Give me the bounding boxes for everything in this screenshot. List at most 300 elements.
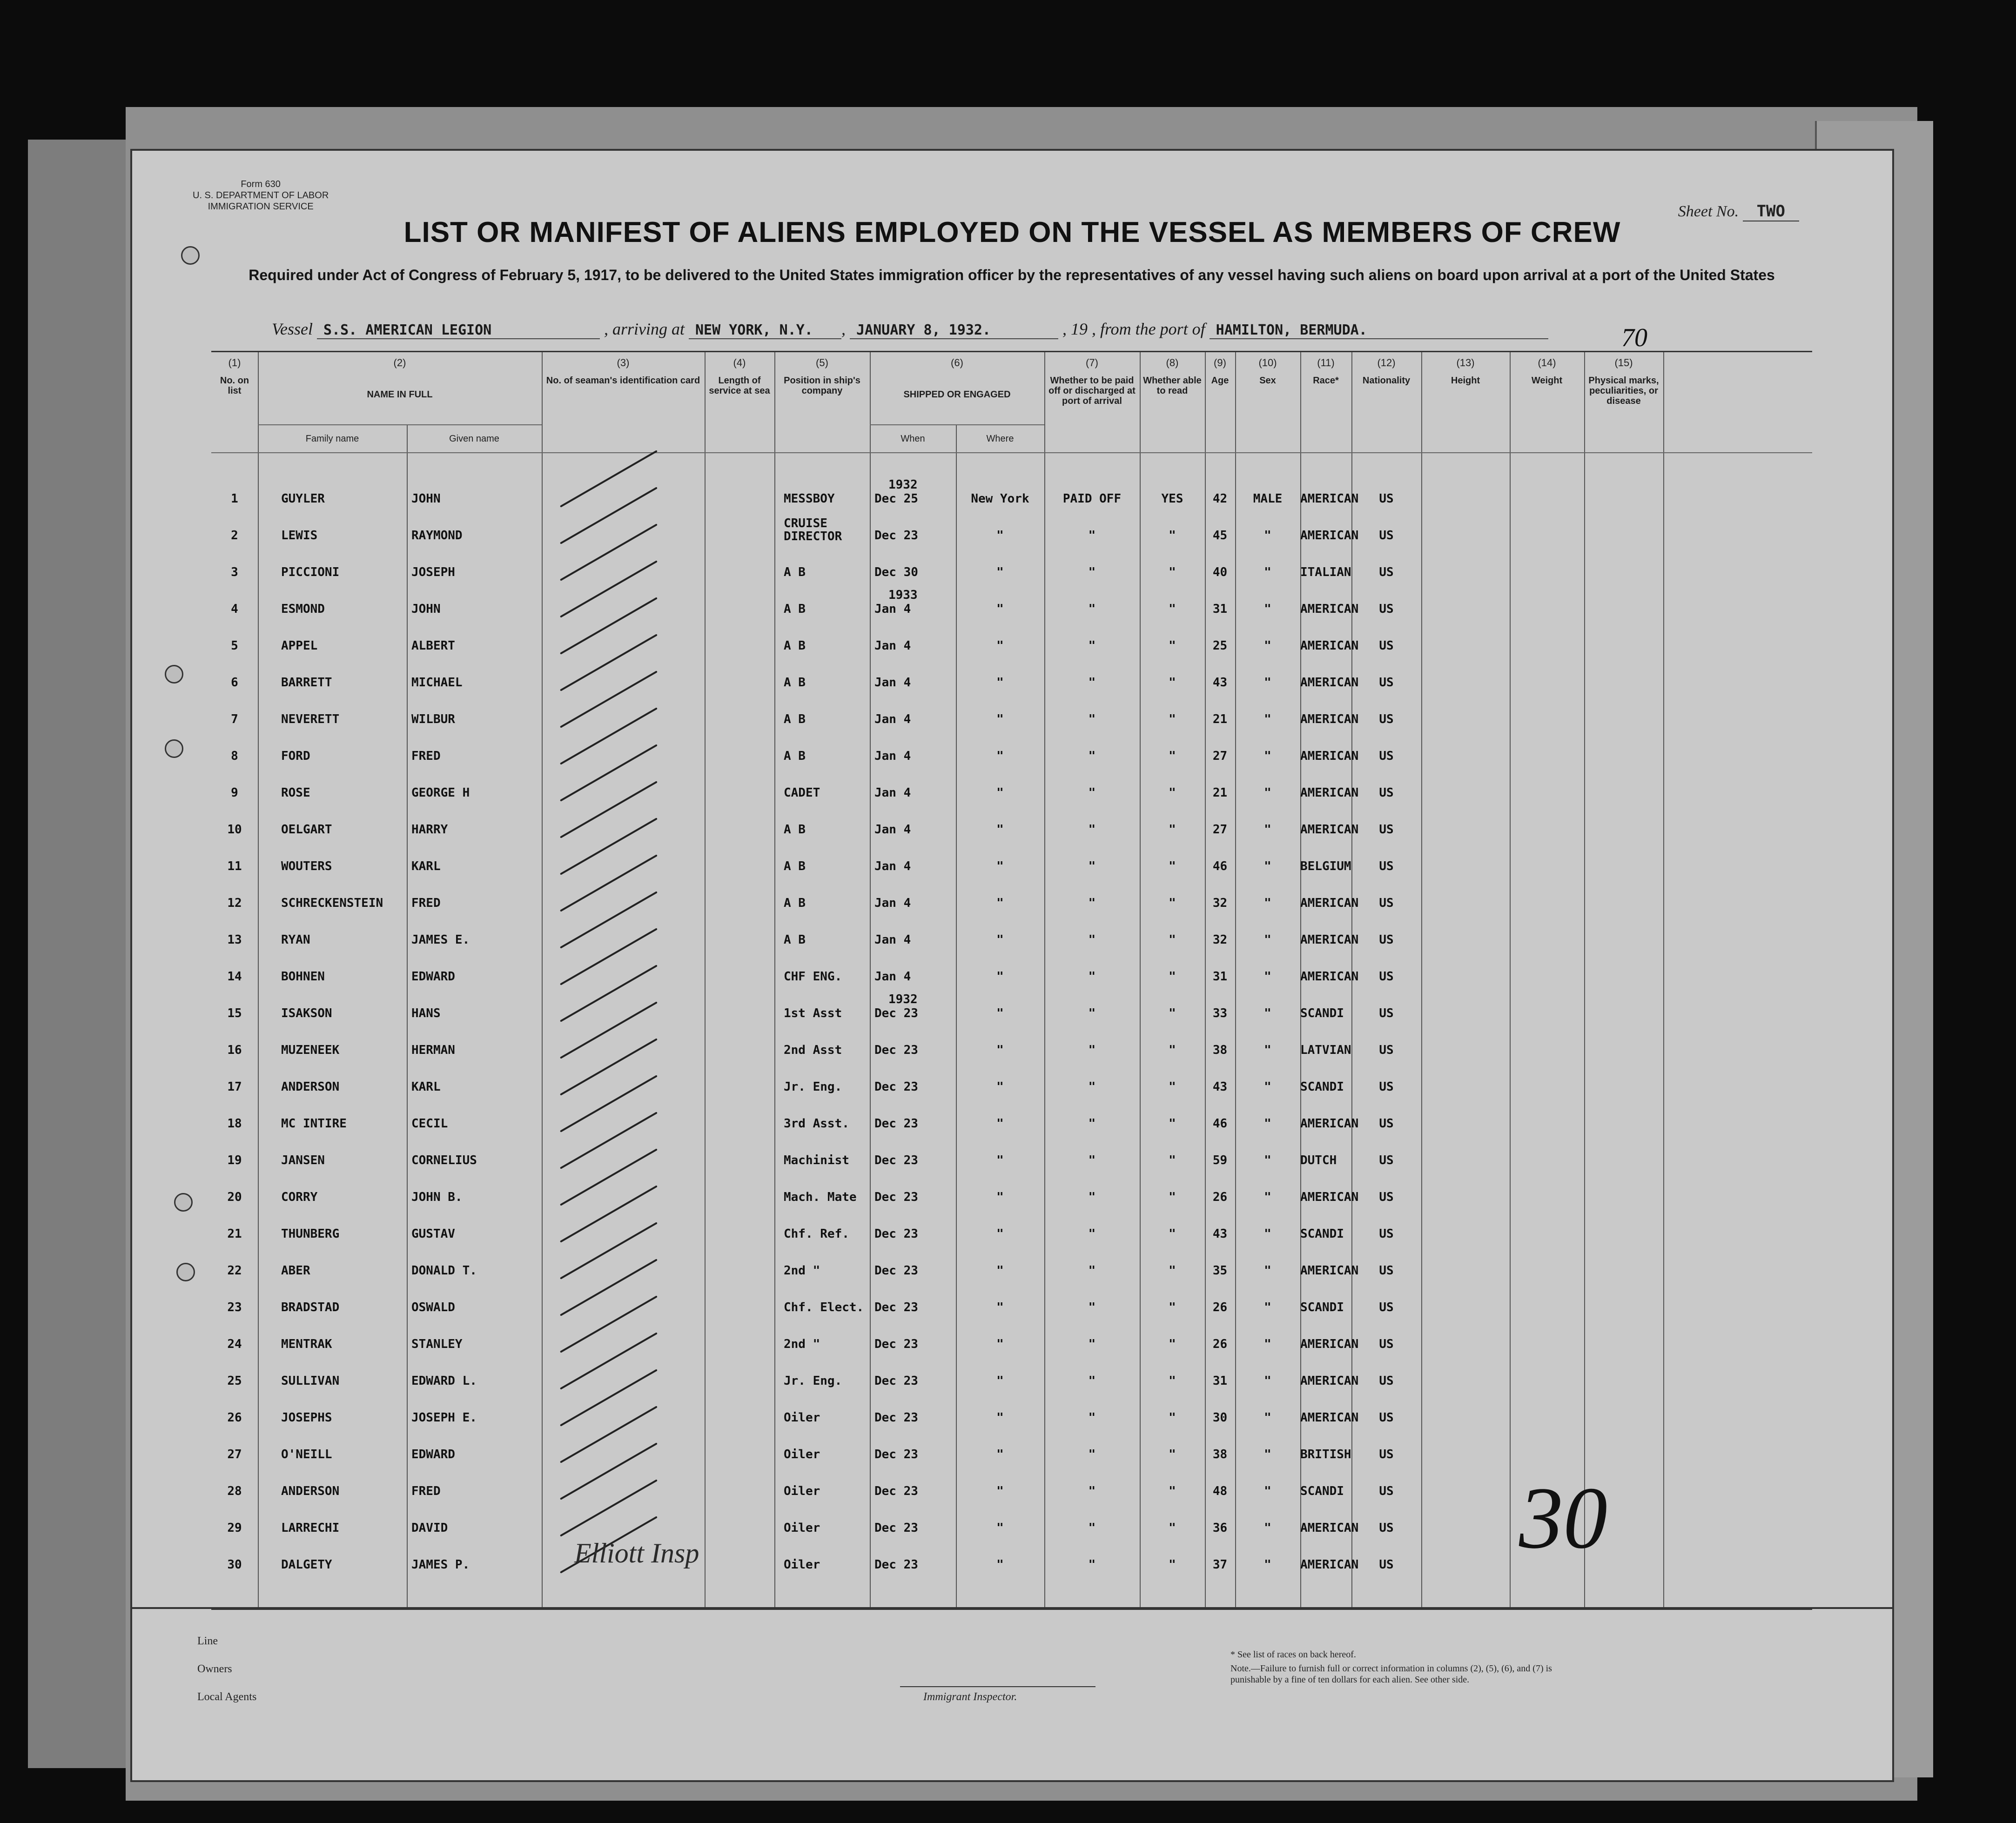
cell-family: THUNBERG [281,1227,340,1241]
cell-where: " [996,1190,1004,1204]
cell-where: " [996,676,1004,690]
cell-position: A B [784,896,806,910]
check-mark-icon [560,450,658,507]
cell-when: Dec 23 [874,1300,918,1314]
cell-age: 43 [1212,1227,1228,1241]
table-row [211,1144,1812,1181]
cell-paid: " [1088,1374,1096,1388]
cell-family: DALGETY [281,1558,332,1572]
cell-sex: " [1264,896,1271,910]
cell-given: KARL [411,1080,441,1094]
cell-where: " [996,1448,1004,1461]
cell-nat: US [1379,1411,1394,1425]
cell-given: EDWARD [411,970,455,984]
cell-given: WILBUR [411,712,455,726]
cell-read: " [1169,749,1176,763]
cell-paid: " [1088,1117,1096,1131]
cell-paid: " [1088,1227,1096,1241]
cell-read: " [1169,529,1176,543]
column-number-6: (6) [951,357,963,369]
table-row [211,556,1812,593]
cell-read: " [1169,1521,1176,1535]
cell-nat: US [1379,1153,1394,1167]
sub-header-where: Where [986,434,1014,444]
vessel-line: Vessel S.S. AMERICAN LEGION , arriving at NEW YORK, N.Y. , JANUARY 8, 1932. , 19 , from the port of HAMILTON, BERMUDA. [272,319,1548,339]
cell-race: SCANDI [1300,1227,1344,1241]
column-header-9: Age [1211,375,1229,386]
cell-paid: " [1088,1264,1096,1278]
cell-paid: " [1088,1080,1096,1094]
cell-race: AMERICAN [1300,1374,1359,1388]
column-header-3: No. of seaman's identification card [546,375,700,386]
cell-given: GUSTAV [411,1227,455,1241]
cell-paid: " [1088,639,1096,653]
column-header-14: Weight [1531,375,1563,386]
cell-position: A B [784,859,806,873]
cell-when: Jan 4 [874,859,911,873]
cell-sex: " [1264,1190,1271,1204]
binder-hole [165,739,183,758]
cell-nat: US [1379,1227,1394,1241]
cell-race: BRITISH [1300,1448,1351,1461]
cell-given: STANLEY [411,1337,463,1351]
cell-read: " [1169,823,1176,837]
cell-race: AMERICAN [1300,1264,1359,1278]
cell-nat: US [1379,1190,1394,1204]
column-header-5: Position in ship's company [784,375,860,396]
cell-paid: " [1088,712,1096,726]
cell-age: 48 [1212,1484,1228,1498]
cell-no: 7 [231,712,238,726]
cell-paid: " [1088,1558,1096,1572]
form-identifier: Form 630 U. S. DEPARTMENT OF LABOR IMMIGRATION SERVICE [193,179,329,212]
cell-given: FRED [411,749,441,763]
cell-family: ABER [281,1264,310,1278]
cell-no: 19 [227,1153,242,1167]
cell-paid: " [1088,1190,1096,1204]
table-row [211,777,1812,813]
cell-position: 3rd Asst. [784,1117,849,1131]
table-row [211,1401,1812,1438]
cell-sex: " [1264,1558,1271,1572]
cell-position: A B [784,749,806,763]
cell-no: 30 [227,1558,242,1572]
table-row [211,630,1812,666]
cell-sex: " [1264,1006,1271,1020]
handwritten-number: 70 [1621,323,1647,352]
cell-paid: " [1088,933,1096,947]
cell-family: BARRETT [281,676,332,690]
cell-nat: US [1379,1006,1394,1020]
cell-family: JOSEPHS [281,1411,332,1425]
cell-race: AMERICAN [1300,676,1359,690]
cell-nat: US [1379,602,1394,616]
column-header-11: Race* [1313,375,1339,386]
cell-age: 43 [1212,676,1228,690]
cell-when: Dec 23 [874,1521,918,1535]
binder-hole [174,1193,193,1212]
cell-when: Dec 23 [874,1153,918,1167]
cell-when: Dec 23 [874,1374,918,1388]
column-header-6: SHIPPED OR ENGAGED [903,389,1011,400]
cell-given: CORNELIUS [411,1153,477,1167]
cell-nat: US [1379,970,1394,984]
cell-when: Dec 23 [874,1411,918,1425]
cell-race: BELGIUM [1300,859,1351,873]
cell-given: JOHN [411,602,441,616]
cell-nat: US [1379,492,1394,506]
cell-race: SCANDI [1300,1006,1344,1020]
cell-family: PICCIONI [281,565,340,579]
cell-when: Jan 4 [874,749,911,763]
cell-no: 14 [227,970,242,984]
cell-sex: " [1264,933,1271,947]
cell-family: CORRY [281,1190,318,1204]
column-number-11: (11) [1317,357,1335,369]
column-number-15: (15) [1614,357,1633,369]
cell-no: 23 [227,1300,242,1314]
cell-sex: " [1264,1264,1271,1278]
cell-age: 31 [1212,1374,1228,1388]
cell-age: 32 [1212,933,1228,947]
cell-given: JOSEPH [411,565,455,579]
table-row [211,1071,1812,1107]
cell-sex: " [1264,1448,1271,1461]
cell-where: " [996,1558,1004,1572]
cell-when: Jan 4 [874,602,911,616]
cell-where: " [996,712,1004,726]
column-number-7: (7) [1086,357,1098,369]
cell-sex: " [1264,1227,1271,1241]
table-row [211,1034,1812,1071]
cell-where: " [996,1521,1004,1535]
cell-given: KARL [411,859,441,873]
cell-when: Jan 4 [874,970,911,984]
cell-given: JOHN [411,492,441,506]
column-header-12: Nationality [1362,375,1411,386]
cell-where: " [996,1411,1004,1425]
cell-position: CHF ENG. [784,970,842,984]
cell-no: 11 [227,859,242,873]
cell-race: AMERICAN [1300,1411,1359,1425]
cell-position: A B [784,565,806,579]
header-rule [258,424,542,425]
cell-read: " [1169,1153,1176,1167]
column-number-10: (10) [1258,357,1277,369]
cell-position: 2nd Asst [784,1043,842,1057]
column-number-5: (5) [816,357,828,369]
cell-read: " [1169,1374,1176,1388]
table-row [211,924,1812,960]
cell-when: Jan 4 [874,786,911,800]
cell-age: 27 [1212,823,1228,837]
cell-nat: US [1379,676,1394,690]
column-header-7: Whether to be paid off or discharged at port of arrival [1048,375,1136,406]
cell-position: MESSBOY [784,492,835,506]
cell-where: " [996,1300,1004,1314]
cell-family: LEWIS [281,529,318,543]
cell-race: AMERICAN [1300,712,1359,726]
cell-family: WOUTERS [281,859,332,873]
cell-no: 22 [227,1264,242,1278]
column-header-1: No. on list [220,375,249,396]
table-row [211,1254,1812,1291]
cell-no: 25 [227,1374,242,1388]
table-row [211,1328,1812,1365]
cell-age: 25 [1212,639,1228,653]
cell-age: 38 [1212,1043,1228,1057]
cell-paid: " [1088,749,1096,763]
cell-where: " [996,529,1004,543]
cell-no: 6 [231,676,238,690]
cell-age: 27 [1212,749,1228,763]
cell-when: Dec 23 [874,529,918,543]
cell-nat: US [1379,1558,1394,1572]
table-row [211,850,1812,887]
crew-table [211,351,1812,1610]
cell-age: 26 [1212,1300,1228,1314]
cell-where: " [996,1080,1004,1094]
cell-sex: " [1264,823,1271,837]
cell-no: 16 [227,1043,242,1057]
cell-age: 45 [1212,529,1228,543]
cell-sex: " [1264,1337,1271,1351]
cell-position: Jr. Eng. [784,1080,842,1094]
cell-given: RAYMOND [411,529,463,543]
cell-given: FRED [411,1484,441,1498]
cell-race: AMERICAN [1300,749,1359,763]
cell-position: Oiler [784,1558,820,1572]
cell-family: MENTRAK [281,1337,332,1351]
cell-age: 36 [1212,1521,1228,1535]
cell-family: O'NEILL [281,1448,332,1461]
table-row [211,1218,1812,1254]
cell-paid: " [1088,823,1096,837]
year-note: 1932 [888,992,918,1006]
cell-age: 46 [1212,1117,1228,1131]
cell-age: 40 [1212,565,1228,579]
cell-race: DUTCH [1300,1153,1337,1167]
cell-sex: " [1264,786,1271,800]
cell-family: ESMOND [281,602,325,616]
cell-paid: " [1088,1484,1096,1498]
cell-family: MUZENEEK [281,1043,340,1057]
arrival-port: NEW YORK, N.Y. [689,322,841,339]
cell-position: A B [784,712,806,726]
cell-race: AMERICAN [1300,1521,1359,1535]
cell-no: 12 [227,896,242,910]
cell-age: 37 [1212,1558,1228,1572]
cell-sex: " [1264,1374,1271,1388]
footer-line-label: Line [197,1635,218,1647]
cell-when: Dec 23 [874,1006,918,1020]
cell-no: 21 [227,1227,242,1241]
cell-race: ITALIAN [1300,565,1351,579]
sheet-number: Sheet No. TWO [1678,202,1799,221]
penalty-note: Note.—Failure to furnish full or correct information in columns (2), (5), (6), and (7) is punishable by a fine of ten dollars for each alien. See other side. [1230,1663,1552,1685]
column-number-8: (8) [1166,357,1179,369]
handwritten-total: 30 [1519,1469,1607,1567]
cell-family: ROSE [281,786,310,800]
cell-race: AMERICAN [1300,1337,1359,1351]
cell-paid: " [1088,1153,1096,1167]
cell-nat: US [1379,639,1394,653]
cell-paid: " [1088,970,1096,984]
cell-given: CECIL [411,1117,448,1131]
table-row [211,997,1812,1034]
cell-read: " [1169,676,1176,690]
cell-position: Oiler [784,1484,820,1498]
cell-sex: " [1264,1300,1271,1314]
table-row [211,887,1812,924]
cell-nat: US [1379,1117,1394,1131]
cell-nat: US [1379,1484,1394,1498]
cell-no: 1 [231,492,238,506]
cell-read: " [1169,786,1176,800]
cell-race: SCANDI [1300,1300,1344,1314]
cell-age: 35 [1212,1264,1228,1278]
cell-position: Chf. Elect. [784,1300,864,1314]
cell-no: 24 [227,1337,242,1351]
arrival-date: JANUARY 8, 1932. [850,322,1058,339]
cell-position: A B [784,602,806,616]
cell-position: Mach. Mate [784,1190,857,1204]
cell-nat: US [1379,1300,1394,1314]
cell-no: 5 [231,639,238,653]
cell-given: HARRY [411,823,448,837]
cell-sex: " [1264,639,1271,653]
cell-paid: " [1088,1411,1096,1425]
cell-age: 30 [1212,1411,1228,1425]
cell-nat: US [1379,896,1394,910]
cell-read: " [1169,1337,1176,1351]
cell-given: HANS [411,1006,441,1020]
table-row [211,813,1812,850]
cell-where: " [996,1374,1004,1388]
cell-given: GEORGE H [411,786,470,800]
column-number-4: (4) [733,357,746,369]
cell-nat: US [1379,1080,1394,1094]
sub-header-given: Given name [449,434,499,444]
cell-age: 42 [1212,492,1228,506]
cell-when: Jan 4 [874,823,911,837]
cell-position: A B [784,676,806,690]
table-row [211,483,1812,519]
cell-when: Dec 23 [874,1484,918,1498]
inspector-label: Immigrant Inspector. [923,1691,1017,1703]
cell-sex: " [1264,1153,1271,1167]
cell-age: 32 [1212,896,1228,910]
cell-position: Chf. Ref. [784,1227,849,1241]
cell-sex: " [1264,602,1271,616]
cell-where: " [996,749,1004,763]
cell-given: EDWARD [411,1448,455,1461]
cell-given: DONALD T. [411,1264,477,1278]
cell-family: APPEL [281,639,318,653]
cell-where: " [996,565,1004,579]
cell-no: 15 [227,1006,242,1020]
column-number-2: (2) [393,357,406,369]
cell-read: " [1169,1484,1176,1498]
cell-position: A B [784,639,806,653]
cell-no: 28 [227,1484,242,1498]
cell-when: Jan 4 [874,933,911,947]
cell-age: 21 [1212,786,1228,800]
cell-where: New York [971,492,1029,506]
cell-paid: " [1088,1521,1096,1535]
page-subtitle: Required under Act of Congress of February 5, 1917, to be delivered to the United States immigration officer by the representatives of any vessel having such aliens on board upon arrival at a port of the United States [249,267,1775,283]
cell-given: EDWARD L. [411,1374,477,1388]
table-row [211,666,1812,703]
cell-race: SCANDI [1300,1484,1344,1498]
cell-when: Dec 23 [874,1337,918,1351]
cell-nat: US [1379,859,1394,873]
cell-where: " [996,970,1004,984]
page-title: LIST OR MANIFEST OF ALIENS EMPLOYED ON THE VESSEL AS MEMBERS OF CREW [403,216,1621,248]
vessel-name: S.S. AMERICAN LEGION [317,322,600,339]
cell-nat: US [1379,565,1394,579]
cell-paid: " [1088,529,1096,543]
cell-position: 2nd " [784,1337,820,1351]
cell-position: Oiler [784,1448,820,1461]
cell-sex: " [1264,1484,1271,1498]
cell-position: Machinist [784,1153,849,1167]
cell-sex: " [1264,1411,1271,1425]
cell-no: 4 [231,602,238,616]
cell-family: SCHRECKENSTEIN [281,896,383,910]
cell-given: JOHN B. [411,1190,463,1204]
cell-read: " [1169,1043,1176,1057]
cell-when: Dec 30 [874,565,918,579]
cell-family: LARRECHI [281,1521,340,1535]
cell-given: JAMES E. [411,933,470,947]
cell-read: " [1169,1227,1176,1241]
cell-race: AMERICAN [1300,529,1359,543]
cell-where: " [996,602,1004,616]
cell-sex: MALE [1253,492,1283,506]
cell-paid: " [1088,565,1096,579]
cell-position: A B [784,933,806,947]
cell-position: Jr. Eng. [784,1374,842,1388]
cell-race: AMERICAN [1300,970,1359,984]
cell-age: 31 [1212,602,1228,616]
cell-family: GUYLER [281,492,325,506]
cell-read: " [1169,1448,1176,1461]
header-bottom-rule [211,452,1812,453]
cell-nat: US [1379,1374,1394,1388]
cell-no: 29 [227,1521,242,1535]
cell-when: Dec 23 [874,1080,918,1094]
cell-given: FRED [411,896,441,910]
cell-nat: US [1379,1337,1394,1351]
cell-paid: " [1088,602,1096,616]
cell-when: Dec 23 [874,1043,918,1057]
cell-position: CADET [784,786,820,800]
table-row [211,1291,1812,1328]
cell-no: 3 [231,565,238,579]
cell-family: BRADSTAD [281,1300,340,1314]
cell-family: RYAN [281,933,310,947]
cell-age: 38 [1212,1448,1228,1461]
table-row [211,1107,1812,1144]
cell-family: FORD [281,749,310,763]
cell-given: HERMAN [411,1043,455,1057]
cell-sex: " [1264,859,1271,873]
column-header-4: Length of service at sea [709,375,770,396]
cell-nat: US [1379,1043,1394,1057]
cell-when: Jan 4 [874,676,911,690]
sub-header-family: Family name [305,434,359,444]
